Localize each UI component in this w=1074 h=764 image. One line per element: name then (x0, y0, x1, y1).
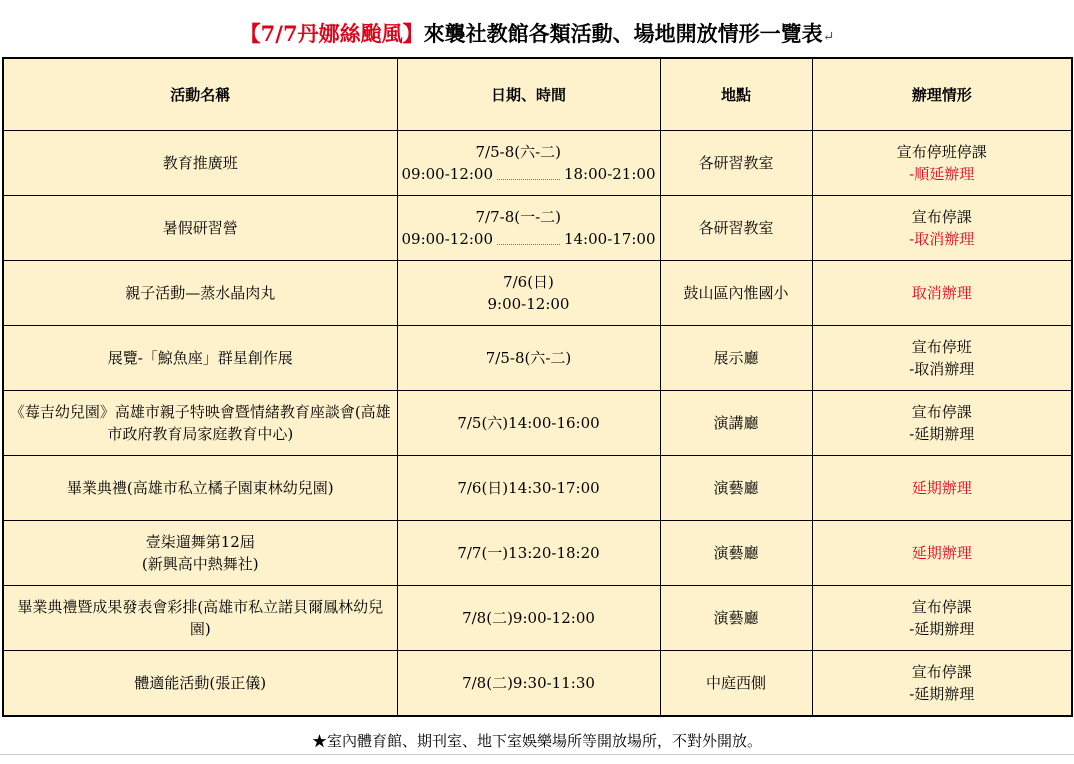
activity-status (812, 196, 1072, 261)
name-line2: (新興高中熱舞社) (141, 555, 259, 573)
table-row (3, 521, 1072, 586)
date-line: 7/5-8(六-二) (475, 143, 562, 161)
activity-name: 教育推廣班 (3, 131, 397, 196)
activity-name: 畢業典禮(高雄市私立橘子園東林幼兒園) (3, 456, 397, 521)
status-line1: 宣布停課 (911, 208, 972, 226)
activity-location: 展示廳 (660, 326, 812, 391)
activity-status (812, 131, 1072, 196)
header-datetime: 日期、時間 (397, 58, 660, 131)
activity-status (812, 326, 1072, 391)
activity-status: 取消辦理 (812, 261, 1072, 326)
table-row (3, 586, 1072, 651)
activity-datetime: 7/5-8(六-二) (397, 326, 660, 391)
activity-location: 各研習教室 (660, 131, 812, 196)
activity-datetime: 7/8(二)9:30-11:30 (397, 651, 660, 717)
page-title: 【7/7丹娜絲颱風】來襲社教館各類活動、場地開放情形一覽表↵ (239, 21, 835, 46)
activity-datetime: 7/5(六)14:00-16:00 (397, 391, 660, 456)
activity-status (812, 651, 1072, 717)
activity-datetime (397, 261, 660, 326)
name-line1: 壹柒遛舞第12屆 (145, 533, 255, 551)
activity-location: 演藝廳 (660, 456, 812, 521)
activity-status: 延期辦理 (812, 521, 1072, 586)
table-row (3, 391, 1072, 456)
table-row (3, 651, 1072, 717)
table-row (3, 261, 1072, 326)
footer-note: ★室內體育館、期刊室、地下室娛樂場所等開放場所，不對外開放。 (311, 732, 762, 750)
activity-status: 延期辦理 (812, 456, 1072, 521)
activity-location: 各研習教室 (660, 196, 812, 261)
time-a: 09:00-12:00 (401, 230, 494, 248)
activity-location: 演藝廳 (660, 586, 812, 651)
status-line2: -取消辦理 (909, 360, 975, 378)
activity-datetime (397, 196, 660, 261)
status-line1: 宣布停課 (911, 598, 972, 616)
header-status: 辦理情形 (812, 58, 1072, 131)
table-row (3, 131, 1072, 196)
status-line1: 宣布停課 (911, 663, 972, 681)
time-line: 9:00-12:00 (487, 295, 570, 313)
activity-name: 《莓吉幼兒園》高雄市親子特映會暨情緒教育座談會(高雄市政府教育局家庭教育中心) (3, 391, 397, 456)
activity-location: 鼓山區內惟國小 (660, 261, 812, 326)
header-location: 地點 (660, 58, 812, 131)
status-line1: 宣布停班停課 (896, 143, 987, 161)
table-row (3, 456, 1072, 521)
activity-datetime: 7/8(二)9:00-12:00 (397, 586, 660, 651)
activity-name (3, 521, 397, 586)
title-tag: 【7/7丹娜絲颱風】 (239, 21, 424, 46)
activity-name: 展覽-「鯨魚座」群星創作展 (3, 326, 397, 391)
activity-datetime: 7/6(日)14:30-17:00 (397, 456, 660, 521)
status-line2: -延期辦理 (909, 425, 975, 443)
activity-name: 畢業典禮暨成果發表會彩排(高雄市私立諾貝爾鳳林幼兒園) (3, 586, 397, 651)
time-b: 18:00-21:00 (563, 165, 656, 183)
activity-name: 暑假研習營 (3, 196, 397, 261)
activity-status (812, 586, 1072, 651)
time-b: 14:00-17:00 (563, 230, 656, 248)
activity-status (812, 391, 1072, 456)
status-line2: -延期辦理 (909, 620, 975, 638)
bottom-divider (0, 754, 1074, 755)
status-line1: 宣布停班 (911, 338, 972, 356)
table-row (3, 196, 1072, 261)
title-text: 來襲社教館各類活動、場地開放情形一覽表 (423, 21, 823, 46)
status-line2: -取消辦理 (909, 230, 975, 248)
date-line: 7/7-8(一-二) (475, 208, 562, 226)
activity-name: 親子活動—蒸水晶肉丸 (3, 261, 397, 326)
status-line2: -延期辦理 (909, 685, 975, 703)
activity-datetime (397, 131, 660, 196)
table-header-row (3, 58, 1072, 131)
date-line: 7/6(日) (503, 273, 554, 291)
activity-location: 演藝廳 (660, 521, 812, 586)
status-line1: 宣布停課 (911, 403, 972, 421)
activity-location: 中庭西側 (660, 651, 812, 717)
table-row (3, 326, 1072, 391)
activity-datetime: 7/7(一)13:20-18:20 (397, 521, 660, 586)
activity-name: 體適能活動(張正儀) (3, 651, 397, 717)
status-line2: -順延辦理 (909, 165, 975, 183)
activity-table (2, 57, 1073, 717)
header-activity: 活動名稱 (3, 58, 397, 131)
activity-location: 演講廳 (660, 391, 812, 456)
time-a: 09:00-12:00 (401, 165, 494, 183)
